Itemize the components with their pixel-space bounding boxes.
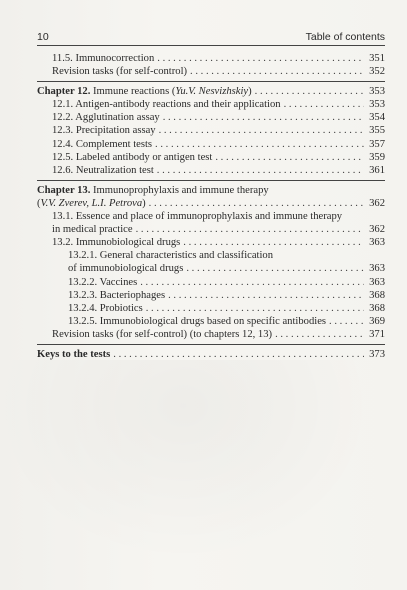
dot-leader [157,52,364,65]
toc-entry-line1[interactable] [37,210,385,223]
toc-chapter-13-authors[interactable] [37,197,385,210]
toc-entry-page: 353 [369,86,385,98]
dot-leader [186,262,364,275]
page-show-through [0,360,407,590]
paren-close: ) [142,197,146,209]
toc-entry-title: 12.3. Precipitation assay [52,125,156,137]
dot-leader [159,124,364,137]
header-rule [37,45,385,46]
toc-entry-page: 354 [369,112,385,124]
toc-entry-page: 371 [369,328,385,340]
toc-subentry[interactable] [37,262,385,275]
toc-entry-page: 352 [369,66,385,78]
dot-leader [168,289,364,302]
dot-leader [190,65,364,78]
toc-subentry[interactable] [37,289,385,302]
table-of-contents [37,52,385,361]
toc-entry[interactable] [37,124,385,137]
toc-entry-title: 12.1. Antigen-antibody reactions and their application [52,99,281,111]
dot-leader [163,111,364,124]
toc-entry-page: 373 [369,348,385,360]
dot-leader [155,138,364,151]
dot-leader [275,328,364,341]
toc-subentry[interactable] [37,276,385,289]
dot-leader [136,223,364,236]
toc-entry-title-cont: in medical practice [52,224,133,236]
toc-entry-title: 11.5. Immunocorrection [52,53,155,64]
toc-keys[interactable] [37,348,385,361]
toc-entry-page: 368 [369,289,385,301]
toc-entry-title: Keys to the tests [37,348,111,360]
toc-entry-title: 13.2.5. Immunobiological drugs based on specific antibodies [68,315,327,327]
toc-entry-page: 368 [369,302,385,314]
toc-entry-page: 355 [369,125,385,137]
toc-entry-title: Revision tasks (for self-control) (to chapters 12, 13) [52,328,273,340]
toc-entry-title: 13.1. Essence and place of immunoprophylaxis and immune therapy [52,211,343,223]
toc-chapter-13-title[interactable] [37,184,385,197]
toc-entry-page: 362 [369,224,385,236]
toc-entry[interactable] [37,151,385,164]
chapter-label: Chapter 12. [37,86,91,98]
toc-entry[interactable] [37,223,385,236]
toc-entry-title: 12.4. Complement tests [52,138,153,150]
toc-entry-title: 12.5. Labeled antibody or antigen test [52,151,213,163]
toc-entry[interactable] [37,52,385,65]
running-header [37,29,385,43]
dot-leader [113,348,364,361]
toc-entry-page: 353 [369,99,385,111]
toc-entry[interactable] [37,236,385,249]
dot-leader [157,164,364,177]
toc-entry-title: 13.2.4. Probiotics [68,302,143,314]
toc-entry-title: 13.2.3. Bacteriophages [68,289,166,301]
toc-chapter-12[interactable] [37,85,385,98]
toc-entry-page: 359 [369,151,385,163]
chapter-title: Immunoprophylaxis and immune therapy [93,184,269,196]
dot-leader [146,302,364,315]
toc-entry[interactable] [37,164,385,177]
dot-leader [255,85,364,98]
dot-leader [329,315,364,328]
dot-leader [215,151,364,164]
dot-leader [140,276,364,289]
chapter-authors: V.V. Zverev, L.I. Petrova [40,197,143,209]
paren-open: ( [37,197,41,209]
toc-entry-page: 351 [369,53,385,64]
toc-subentry[interactable] [37,302,385,315]
toc-entry-title: 13.2. Immunobiological drugs [52,237,181,249]
toc-entry[interactable] [37,65,385,78]
section-divider [37,81,385,82]
chapter-title-end: ) [248,86,252,98]
toc-entry[interactable] [37,98,385,111]
toc-entry-title: 13.2.2. Vaccines [68,276,138,288]
toc-subentry-line1[interactable] [37,249,385,262]
toc-entry-page: 363 [369,276,385,288]
toc-entry-title: Revision tasks (for self-control) [52,66,188,78]
toc-entry-page: 361 [369,164,385,176]
dot-leader [183,236,364,249]
toc-entry-page: 357 [369,138,385,150]
toc-entry-title-cont: of immunobiological drugs [68,263,184,275]
chapter-title: Immune reactions ( [93,86,176,98]
toc-entry-title: 13.2.1. General characteristics and classification [68,250,274,262]
toc-entry-title: 12.2. Agglutination assay [52,112,160,124]
chapter-label: Chapter 13. [37,184,91,196]
toc-entry[interactable] [37,111,385,124]
dot-leader [149,197,364,210]
toc-entry[interactable] [37,328,385,341]
toc-entry-title: 12.6. Neutralization test [52,164,154,176]
page-number: 10 [37,31,49,43]
dot-leader [284,98,364,111]
section-divider [37,344,385,345]
toc-entry-page: 362 [369,197,385,209]
toc-entry-page: 369 [369,315,385,327]
toc-entry[interactable] [37,138,385,151]
running-title: Table of contents [305,31,385,43]
toc-subentry[interactable] [37,315,385,328]
section-divider [37,180,385,181]
toc-entry-page: 363 [369,263,385,275]
toc-entry-page: 363 [369,237,385,249]
chapter-authors: Yu.V. Nesvizhskiy [175,86,249,98]
